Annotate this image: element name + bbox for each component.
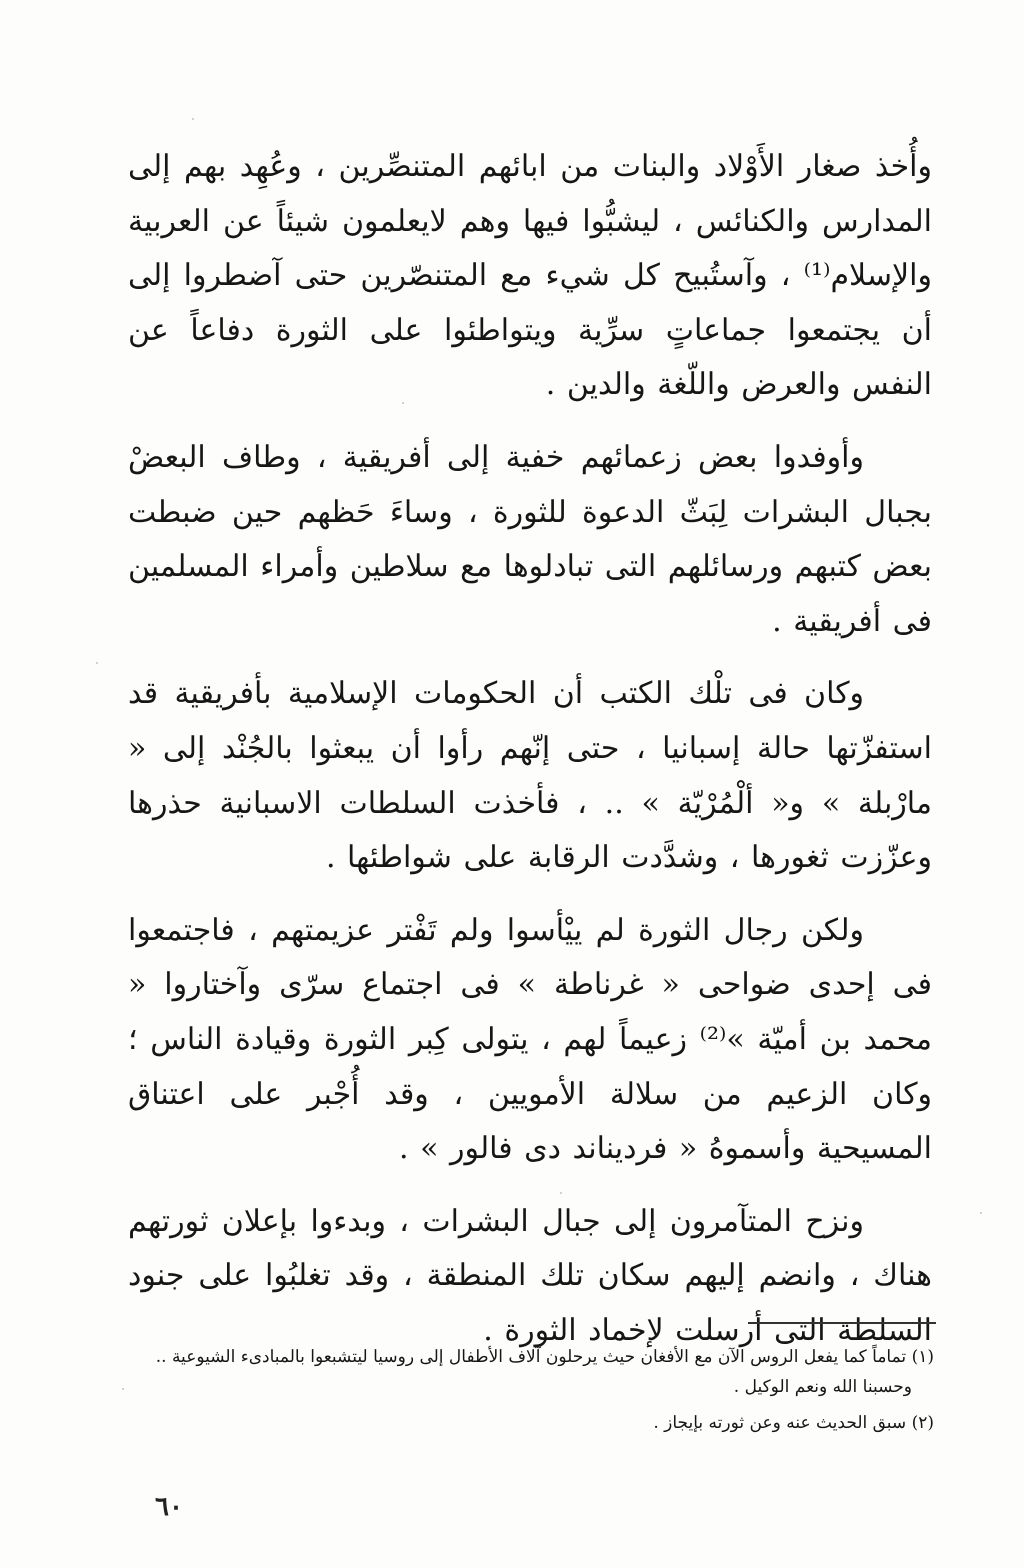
page-number: ٦٠	[155, 1492, 183, 1522]
footnote-1	[110, 1342, 934, 1402]
footnotes	[110, 1342, 934, 1444]
footnote-text: تماماً كما يفعل الروس الآن مع الأفغان حيث يرحلون آلاف الأطفال إلى روسيا ليتشبعوا بالمبادىء الشيوعية ..	[155, 1347, 907, 1367]
paragraph-3: وكان فى تلْك الكتب أن الحكومات الإسلامية بأفريقية قد استفزّتها حالة إسبانيا ، حتى إنّهم رأوا أن يبعثوا بالجُنْد إلى « مارْبلة » و« ألْمُرْيّة » .. ، فأخذت السلطات الاسبانية حذرها وعزّزت ثغورها ، وشدَّدت الرقابة على شواطئها .	[128, 676, 932, 876]
paragraph-1: وأُخذ صغار الأَوْلاد والبنات من ابائهم المتنصِّرين ، وعُهِد بهم إلى المدارس والكنائس ، ليشبُّوا فيها وهم لايعلمون شيئاً عن العربية والإسلام⁽¹⁾ ، وآستُبيح كل شيء مع المتنصّرين حتى آضطروا إلى أن يجتمعوا جماعاتٍ سرِّية ويتواطئوا على الثورة دفاعاً عن النفس والعرض واللّغة والدين .	[128, 149, 932, 403]
footnote-2	[110, 1408, 934, 1438]
footnote-continuation: وحسبنا الله ونعم الوكيل .	[733, 1377, 912, 1397]
footnote-number: (١)	[911, 1347, 934, 1367]
paper-speck	[96, 662, 98, 664]
footnote-divider	[748, 1322, 936, 1324]
paragraph-5: ونزح المتآمرون إلى جبال البشرات ، وبدءوا بإعلان ثورتهم هناك ، وانضم إليهم سكان تلك المنطقة ، وقد تغلبُوا على جنود السلطة التى أرسلت لإخماد الثورة .	[128, 1203, 932, 1348]
footnote-number: (٢)	[911, 1413, 934, 1433]
body-text	[128, 140, 932, 1376]
paragraph-4: ولكن رجال الثورة لم ييْأسوا ولم تَفْتر عزيمتهم ، فاجتمعوا فى إحدى ضواحى « غرناطة » فى اجتماع سرّى وآختاروا « محمد بن أميّة »⁽²⁾ زعيماً لهم ، يتولى كِبر الثورة وقيادة الناس ؛ وكان الزعيم من سلالة الأمويين ، وقد أُجْبر على اعتناق المسيحية وأسموهُ « فرديناند دى فالور » .	[128, 912, 933, 1167]
paper-speck	[980, 1212, 982, 1214]
paragraph-2: وأوفدوا بعض زعمائهم خفية إلى أفريقية ، وطاف البعضْ بجبال البشرات لِبَثّ الدعوة للثورة ، وساءَ حَظهم حين ضبطت بعض كتبهم ورسائلهم التى تبادلوها مع سلاطين وأمراء المسلمين فى أفريقية .	[128, 439, 932, 639]
paper-speck	[192, 118, 194, 120]
footnote-text: سبق الحديث عنه وعن ثورته بإيجاز .	[653, 1413, 907, 1433]
